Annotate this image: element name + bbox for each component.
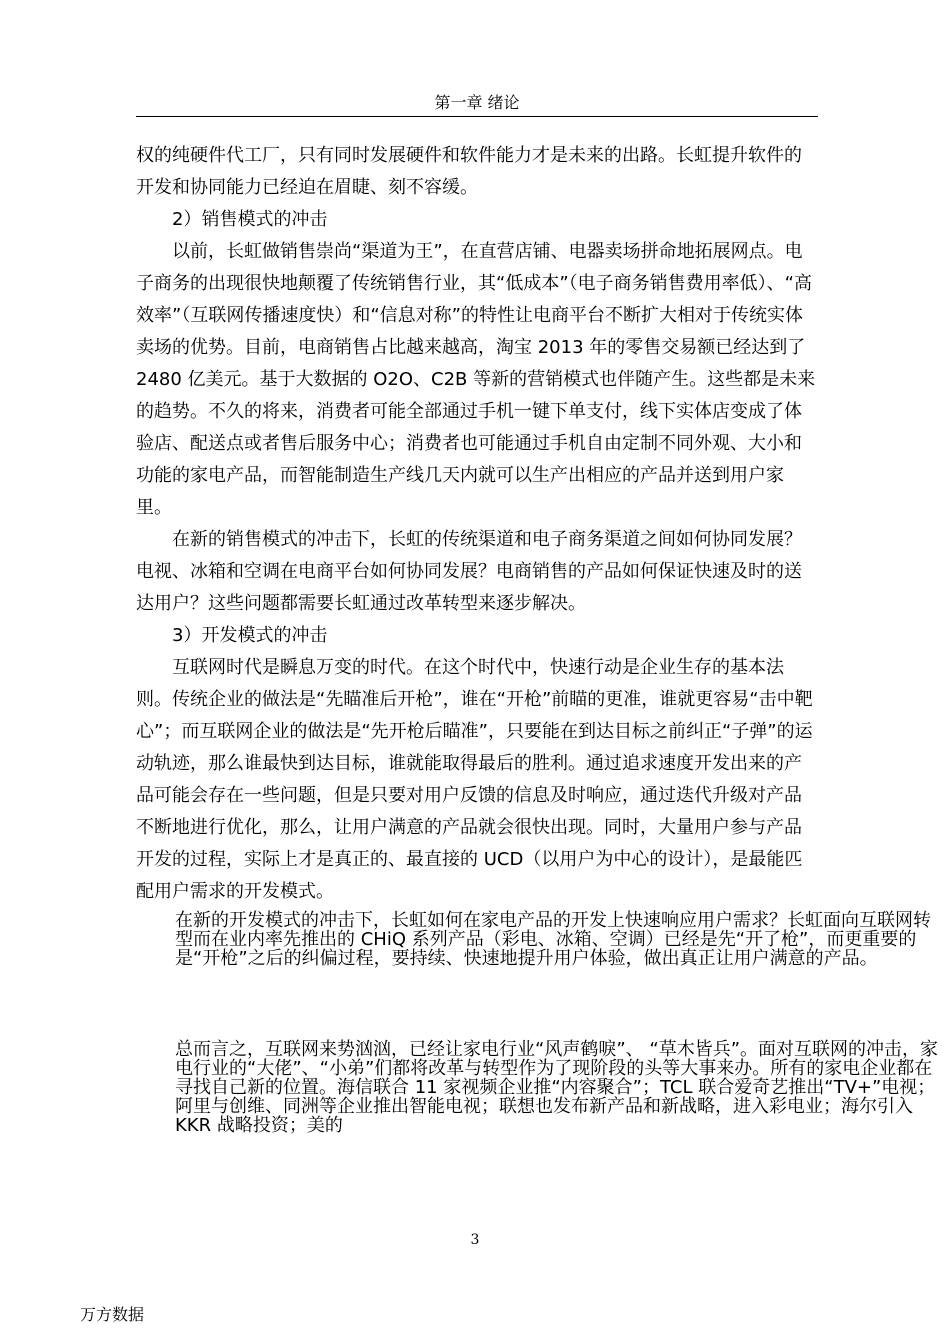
section-heading: 3）开发模式的冲击	[172, 625, 328, 646]
paragraph: 在新的开发模式的冲击下，长虹如何在家电产品的开发上快速响应用户需求？长虹面向互联网转型而在业内率先推出的 CHiQ 系列产品（彩电、冰箱、空调）已经是先“开了枪”，而更重要的是“开枪”之后的纠偏过程，要持续、快速地提升用户体验，做出真正让用户满意的产品。	[175, 910, 931, 969]
tight-paragraph-block	[175, 911, 940, 968]
chapter-header: 第一章 绪论	[434, 93, 520, 112]
paragraph: 在新的销售模式的冲击下，长虹的传统渠道和电子商务渠道之间如何协同发展？电视、冰箱和空调在电商平台如何协同发展？电商销售的产品如何保证快速及时的送达用户？这些问题都需要长虹通过改革转型来逐步解决。	[136, 529, 802, 614]
section-heading: 2）销售模式的冲击	[172, 209, 328, 230]
watermark-text: 万方数据	[80, 1305, 145, 1324]
tight-paragraph-block	[175, 1040, 940, 1135]
header-divider	[136, 116, 818, 117]
page-number: 3	[470, 1232, 480, 1248]
paragraph: 互联网时代是瞬息万变的时代。在这个时代中，快速行动是企业生存的基本法则。传统企业的做法是“先瞄准后开枪”，谁在“开枪”前瞄的更准，谁就更容易“击中靶心”；而互联网企业的做法是“先开枪后瞄准”，只要能在到达目标之前纠正“子弹”的运动轨迹，那么谁最快到达目标，谁就能取得最后的胜利。通过追求速度开发出来的产品可能会存在一些问题，但是只要对用户反馈的信息及时响应，通过迭代升级对产品不断地进行优化，那么，让用户满意的产品就会很快出现。同时，大量用户参与产品开发的过程，实际上才是真正的、最直接的 UCD（以用户为中心的设计），是最能匹配用户需求的开发模式。	[136, 657, 813, 902]
main-text	[136, 140, 818, 908]
paragraph: 权的纯硬件代工厂，只有同时发展硬件和软件能力才是未来的出路。长虹提升软件的开发和协同能力已经迫在眉睫、刻不容缓。	[136, 145, 802, 198]
paragraph: 以前，长虹做销售崇尚“渠道为王”，在直营店铺、电器卖场拼命地拓展网点。电子商务的出现很快地颠覆了传统销售行业，其“低成本”（电子商务销售费用率低）、“高效率”（互联网传播速度快）和“信息对称”的特性让电商平台不断扩大相对于传统实体卖场的优势。目前，电商销售占比越来越高，淘宝 2013 年的零售交易额已经达到了 2480 亿美元。基于大数据的 O2O、C2B 等新的营销模式也伴随产生。这些都是未来的趋势。不久的将来，消费者可能全部通过手机一键下单支付，线下实体店变成了体验店、配送点或者售后服务中心；消费者也可能通过手机自由定制不同外观、大小和功能的家电产品，而智能制造生产线几天内就可以生产出相应的产品并送到用户家里。	[136, 241, 816, 518]
paragraph: 总而言之，互联网来势汹汹，已经让家电行业“风声鹤唳”、 “草木皆兵”。面对互联网的冲击，家电行业的“大佬”、“小弟”们都将改革与转型作为了现阶段的头等大事来办。所有的家电企业都在寻找自己新的位置。海信联合 11 家视频企业推“内容聚合”；TCL 联合爱奇艺推出“TV+”电视；阿里与创维、同洲等企业推出智能电视；联想也发布新产品和新战略，进入彩电业；海尔引入 KKR 战略投资；美的	[175, 1039, 939, 1136]
